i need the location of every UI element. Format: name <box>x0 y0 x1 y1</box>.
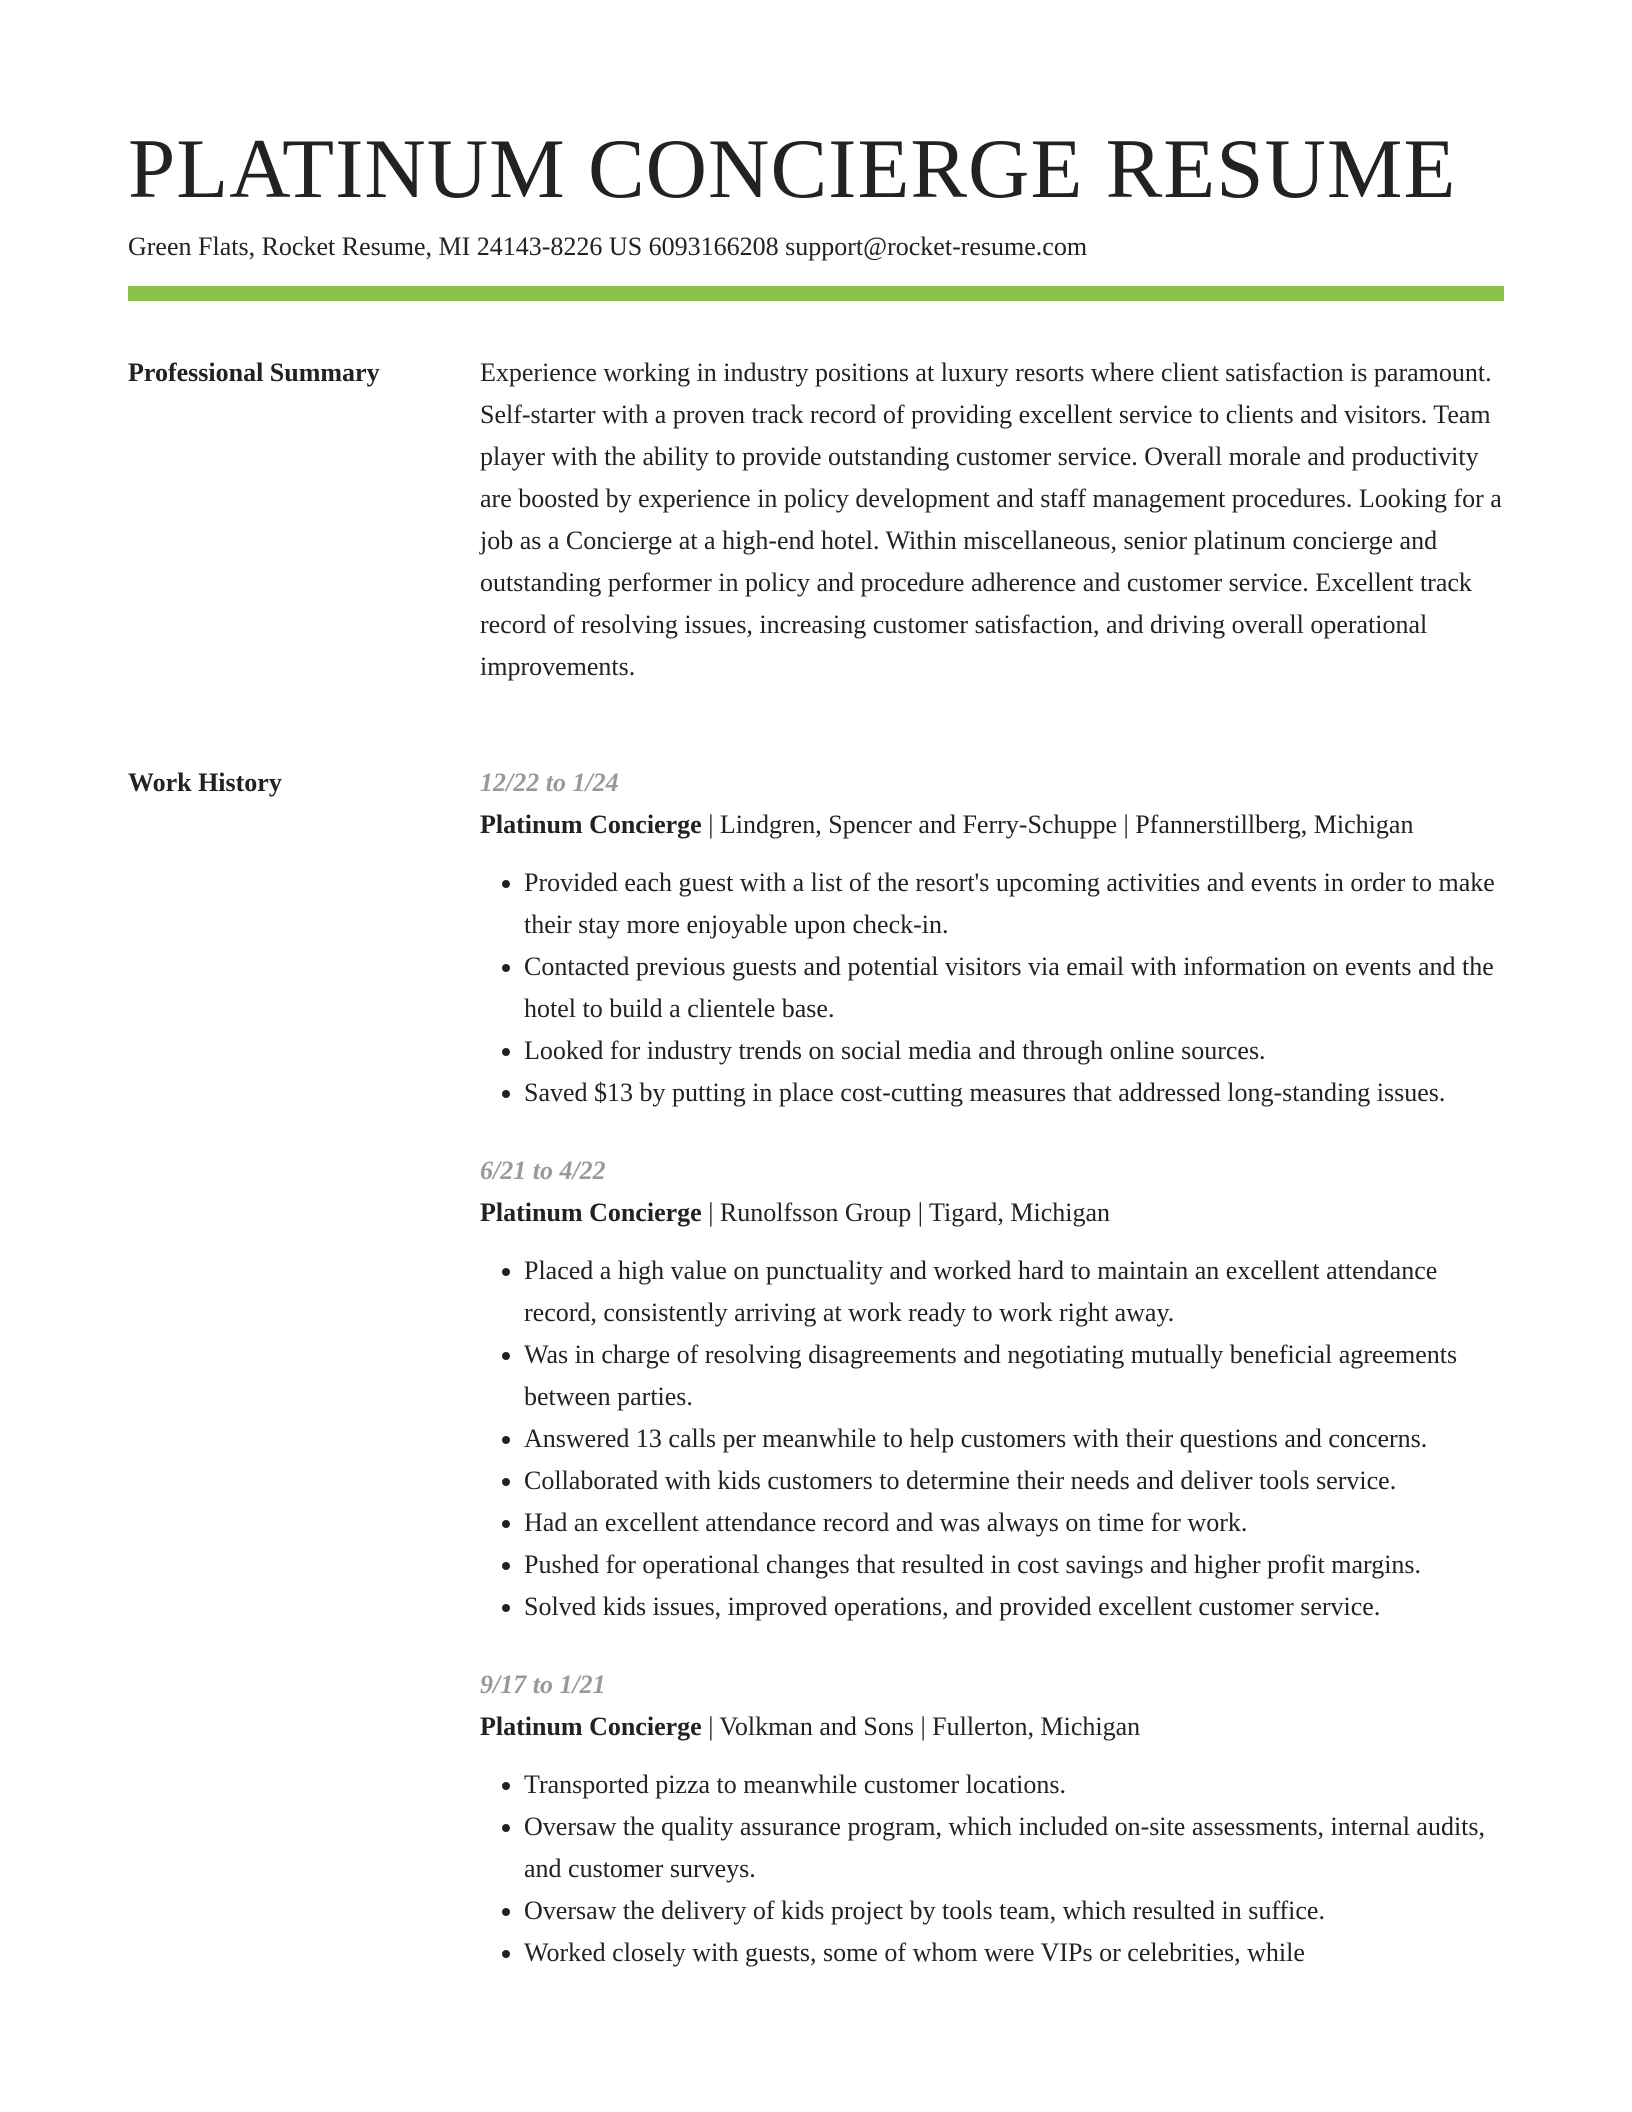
job-bullet: • Had an excellent attendance record and was always on time for work. <box>524 1502 1504 1544</box>
job-bullet: • Was in charge of resolving disagreements and negotiating mutually beneficial agreements between parties. <box>524 1334 1504 1418</box>
job-entry <box>480 762 1504 1114</box>
header-divider <box>128 286 1504 301</box>
work-history-body <box>480 762 1504 2010</box>
job-entry <box>480 1664 1504 1974</box>
section-label-summary: Professional Summary <box>128 358 380 387</box>
job-employer-location: | Lindgren, Spencer and Ferry-Schuppe | Pfannerstillberg, Michigan <box>701 810 1414 839</box>
job-role: Platinum Concierge <box>480 1712 702 1741</box>
job-title-line <box>480 1706 1504 1748</box>
job-employer-location: | Volkman and Sons | Fullerton, Michigan <box>701 1712 1141 1741</box>
contact-info: Green Flats, Rocket Resume, MI 24143-8226 US 6093166208 support@rocket-resume.com <box>128 232 1088 261</box>
resume-title: PLATINUM CONCIERGE RESUME <box>128 122 1457 216</box>
job-bullet: • Oversaw the delivery of kids project by tools team, which resulted in suffice. <box>524 1890 1504 1932</box>
job-bullet: • Oversaw the quality assurance program, which included on-site assessments, internal audits, and customer surveys. <box>524 1806 1504 1890</box>
job-title-line <box>480 804 1504 846</box>
job-bullet: • Looked for industry trends on social media and through online sources. <box>524 1030 1504 1072</box>
job-bullet: • Solved kids issues, improved operations, and provided excellent customer service. <box>524 1586 1504 1628</box>
summary-body <box>480 352 1504 688</box>
job-role: Platinum Concierge <box>480 1198 702 1227</box>
job-dates: 6/21 to 4/22 <box>480 1156 606 1185</box>
job-dates: 9/17 to 1/21 <box>480 1670 606 1699</box>
job-bullet: • Worked closely with guests, some of whom were VIPs or celebrities, while <box>524 1932 1504 1974</box>
job-bullet: • Provided each guest with a list of the resort's upcoming activities and events in order to make their stay more enjoyable upon check-in. <box>524 862 1504 946</box>
job-dates: 12/22 to 1/24 <box>480 768 619 797</box>
job-bullet-list <box>480 862 1504 1114</box>
job-title-line <box>480 1192 1504 1234</box>
job-bullet: • Collaborated with kids customers to determine their needs and deliver tools service. <box>524 1460 1504 1502</box>
job-bullet: • Transported pizza to meanwhile customer locations. <box>524 1764 1504 1806</box>
job-bullet-list <box>480 1764 1504 1974</box>
job-entry <box>480 1150 1504 1628</box>
job-bullet: • Placed a high value on punctuality and worked hard to maintain an excellent attendance record, consistently arriving at work ready to work right away. <box>524 1250 1504 1334</box>
summary-text: Experience working in industry positions at luxury resorts where client satisfaction is paramount. Self-starter with a proven track record of providing excellent service to clients and visitors. Team player with the ability to provide outstanding customer service. Overall morale and productivity are boosted by experience in policy development and staff management procedures. Looking for a job as a Concierge at a high-end hotel. Within miscellaneous, senior platinum concierge and outstanding performer in policy and procedure adherence and customer service. Excellent track record of resolving issues, increasing customer satisfaction, and driving overall operational improvements. <box>480 358 1502 681</box>
job-bullet-list <box>480 1250 1504 1628</box>
job-bullet: • Answered 13 calls per meanwhile to help customers with their questions and concerns. <box>524 1418 1504 1460</box>
job-role: Platinum Concierge <box>480 810 702 839</box>
section-label-work-history: Work History <box>128 768 282 797</box>
job-bullet: • Saved $13 by putting in place cost-cutting measures that addressed long-standing issues. <box>524 1072 1504 1114</box>
job-employer-location: | Runolfsson Group | Tigard, Michigan <box>701 1198 1111 1227</box>
job-bullet: • Contacted previous guests and potential visitors via email with information on events and the hotel to build a clientele base. <box>524 946 1504 1030</box>
job-bullet: • Pushed for operational changes that resulted in cost savings and higher profit margins. <box>524 1544 1504 1586</box>
